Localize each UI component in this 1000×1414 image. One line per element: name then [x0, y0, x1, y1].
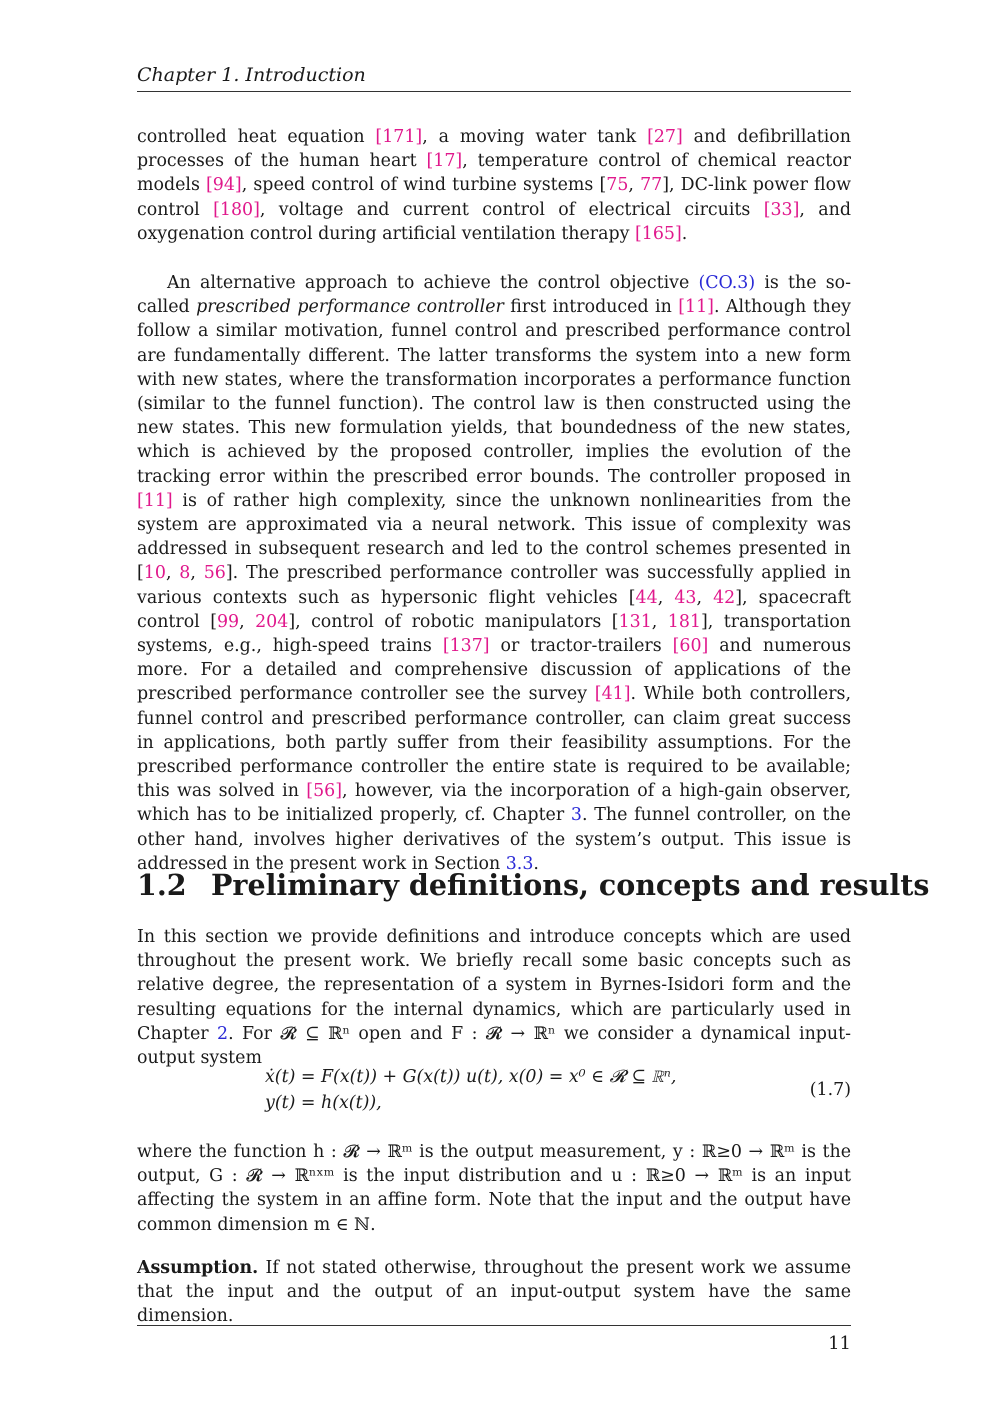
- text: , and oxygenation control during artificial ventilation therapy: [137, 199, 851, 244]
- equation-line: y(t) = h(x(t)),: [265, 1093, 382, 1113]
- text: In this section we provide definitions and introduce concepts which are used throughout the present work. We briefly recall some basic concepts such as relative degree, the representation of a system in Byrnes-Isidori form and the resulting equations for the internal dynamics, which are particularly used in Chapter: [137, 927, 851, 1044]
- citation-link[interactable]: 10: [143, 563, 166, 584]
- text: and defibrillation processes of the human heart: [137, 127, 851, 172]
- citation-link[interactable]: [60]: [672, 636, 709, 657]
- assumption-text: If not stated otherwise, throughout the present work we assume that the input and the output of an input-output system have the same dimension.: [137, 1258, 851, 1327]
- text: , temperature control of chemical reactor models: [137, 151, 851, 196]
- citation-link[interactable]: [56]: [306, 781, 342, 802]
- assumption-label: Assumption.: [137, 1258, 259, 1278]
- text: , speed control of wind turbine systems [: [241, 175, 607, 196]
- text: ]. The prescribed performance controller was successfully applied in various contexts such as hypersonic flight vehicles [: [137, 563, 851, 608]
- text: ], DC-link power flow control: [137, 175, 851, 220]
- citation-link[interactable]: 75: [606, 175, 629, 196]
- equation: [265, 1064, 676, 1116]
- text: ], spacecraft control [: [137, 587, 851, 632]
- text: , however, via the incorporation of a high-gain observer, which has to be initialized properly, cf. Chapter: [137, 781, 852, 826]
- paragraph-section-intro: [137, 925, 851, 1070]
- text: . The funnel controller, on the other hand, involves higher derivatives of the system’s output. This issue is addressed in the present work in Section: [137, 805, 851, 874]
- text: and numerous more. For a detailed and comprehensive discussion of applications of the prescribed performance controller see the survey: [137, 636, 851, 705]
- citation-link[interactable]: [33]: [763, 199, 800, 220]
- text: ,: [628, 175, 641, 196]
- text: ,: [696, 587, 714, 608]
- citation-link[interactable]: 8: [179, 563, 191, 584]
- crossref-link[interactable]: 2: [217, 1023, 229, 1044]
- text: .: [533, 853, 539, 874]
- text: controlled heat equation: [137, 127, 376, 147]
- citation-link[interactable]: 99: [216, 611, 240, 632]
- text: . While both controllers, funnel control and prescribed performance controller, can claim great success in applications, both partly suffer from their feasibility assumptions. For the prescribed performance controller the entire state is required to be available; this was solved in: [137, 684, 851, 802]
- text: ,: [239, 611, 256, 632]
- section-title: Preliminary definitions, concepts and results: [211, 868, 930, 902]
- text: first introduced in: [503, 297, 679, 318]
- paragraph-applications: [137, 125, 851, 246]
- text: ], transportation systems, e.g., high-speed trains: [137, 611, 852, 657]
- text: ,: [651, 611, 668, 632]
- crossref-link[interactable]: 3: [570, 805, 582, 826]
- citation-link[interactable]: [165]: [634, 223, 682, 244]
- text: . For 𝓡 ⊆ ℝⁿ open and F : 𝓡 → ℝⁿ we consider a dynamical input-output system: [137, 1023, 851, 1069]
- citation-link[interactable]: 77: [640, 175, 663, 196]
- citation-link[interactable]: [11]: [137, 490, 173, 511]
- assumption-block: [137, 1256, 851, 1329]
- section-heading: [137, 868, 930, 902]
- crossref-link[interactable]: 3.3: [505, 853, 534, 874]
- citation-link[interactable]: 181: [667, 611, 701, 632]
- citation-link[interactable]: [17]: [426, 151, 463, 172]
- text: ], control of robotic manipulators [: [288, 611, 619, 632]
- text: ,: [657, 587, 675, 608]
- citation-link[interactable]: 131: [618, 611, 652, 632]
- running-header: Chapter 1. Introduction: [137, 64, 366, 86]
- text: .: [681, 223, 688, 244]
- paragraph-system-description: [137, 1140, 851, 1237]
- page-number: 11: [828, 1333, 851, 1354]
- text: , a moving water tank: [422, 127, 648, 147]
- equation-line: ẋ(t) = F(x(t)) + G(x(t)) u(t), x(0) = x⁰ ∈ 𝓡 ⊆ ℝⁿ,: [265, 1067, 677, 1087]
- text: is the so-called: [137, 273, 851, 318]
- text: where the function h : 𝓡 → ℝᵐ is the output measurement, y : ℝ≥0 → ℝᵐ is the output, G : 𝓡 → ℝⁿˣᵐ is the input distribution and u : ℝ≥0 → ℝᵐ is an input affecting the system in an affine form. Note that the input and the output have common dimension m ∈ ℕ.: [137, 1142, 851, 1235]
- crossref-link[interactable]: (CO.3): [698, 273, 756, 293]
- text: is of rather high complexity, since the unknown nonlinearities from the system are approximated via a neural network. This issue of complexity was addressed in subsequent research and led to the control schemes presented in [: [137, 490, 851, 584]
- equation-number: (1.7): [809, 1080, 851, 1100]
- citation-link[interactable]: [27]: [647, 127, 683, 147]
- citation-link[interactable]: [11]: [678, 297, 714, 318]
- citation-link[interactable]: [171]: [375, 127, 423, 147]
- text: , voltage and current control of electrical circuits: [259, 199, 764, 220]
- citation-link[interactable]: 42: [713, 587, 736, 608]
- citation-link[interactable]: [180]: [213, 199, 260, 220]
- header-rule: [137, 91, 851, 92]
- text: An alternative approach to achieve the control objective: [167, 273, 699, 293]
- citation-link[interactable]: [94]: [206, 175, 242, 196]
- text: . Although they follow a similar motivation, funnel control and prescribed performance control are fundamentally different. The latter transforms the system into a new form with new states, where the transformation incorporates a performance function (similar to the funnel function). The control law is then constructed using the new states. This new formulation yields, that boundedness of the new states, which is achieved by the proposed controller, implies the evolution of the tracking error within the prescribed error bounds. The controller proposed in: [137, 297, 852, 487]
- citation-link[interactable]: 43: [674, 587, 697, 608]
- text: ,: [165, 563, 180, 584]
- emphasis-term: prescribed performance controller: [196, 297, 504, 318]
- citation-link[interactable]: 204: [255, 611, 289, 632]
- text: ,: [190, 563, 204, 584]
- citation-link[interactable]: 56: [203, 563, 226, 584]
- text: or tractor-trailers: [489, 636, 673, 657]
- citation-link[interactable]: [41]: [594, 684, 631, 705]
- paragraph-prescribed-performance: [137, 271, 851, 876]
- citation-link[interactable]: [137]: [442, 636, 490, 657]
- section-number: 1.2: [137, 868, 187, 902]
- footer-rule: [137, 1325, 851, 1326]
- citation-link[interactable]: 44: [635, 587, 658, 608]
